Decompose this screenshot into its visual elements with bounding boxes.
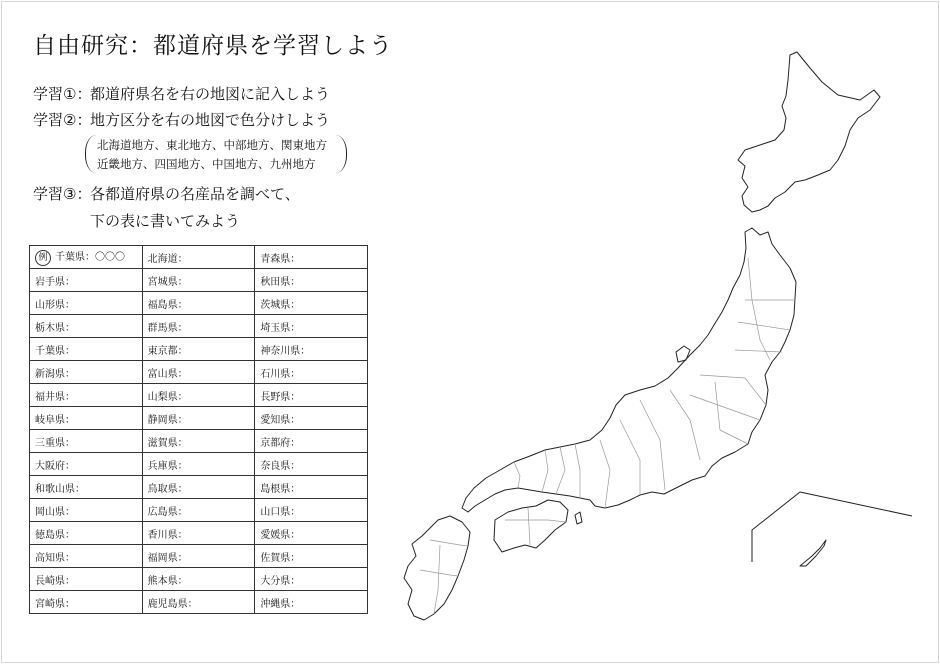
- table-row: [30, 361, 368, 384]
- page-title: 自由研究：都道府県を学習しよう: [33, 33, 393, 59]
- border-line: [748, 258, 770, 360]
- prefecture-cell: 栃木県：: [30, 315, 143, 338]
- prefecture-cell: 群馬県：: [142, 315, 255, 338]
- table-row: [30, 522, 368, 545]
- prefecture-cell: 熊本県：: [142, 568, 255, 591]
- prefecture-cell: 静岡県：: [142, 407, 255, 430]
- prefecture-cell: 石川県：: [255, 361, 368, 384]
- border-line: [528, 508, 530, 545]
- table-row: [30, 499, 368, 522]
- prefecture-cell: 大分県：: [255, 568, 368, 591]
- prefecture-cell: 山口県：: [255, 499, 368, 522]
- prefecture-cell: 東京都：: [142, 338, 255, 361]
- prefecture-cell: 広島県：: [142, 499, 255, 522]
- okinawa-island: [800, 540, 826, 566]
- hokkaido-outline: [738, 52, 880, 212]
- prefecture-cell: 山形県：: [30, 292, 143, 315]
- prefecture-cell: 福島県：: [142, 292, 255, 315]
- table-row: [30, 246, 368, 269]
- region-list: [85, 135, 347, 173]
- border-line: [735, 350, 782, 352]
- prefecture-cell: 福岡県：: [142, 545, 255, 568]
- prefecture-cell: 愛知県：: [255, 407, 368, 430]
- prefecture-cell: 岐阜県：: [30, 407, 143, 430]
- prefecture-cell: 岩手県：: [30, 269, 143, 292]
- region-list-line-2: 近畿地方、四国地方、中国地方、九州地方: [97, 157, 316, 171]
- prefecture-cell: 香川県：: [142, 522, 255, 545]
- kyushu-outline: [404, 516, 470, 620]
- sado-island: [676, 346, 690, 362]
- shikoku-outline: [494, 500, 568, 552]
- prefecture-cell: 長崎県：: [30, 568, 143, 591]
- step-3-text: 各都道府県の名産品を調べて、: [90, 185, 300, 203]
- prefecture-cell: 徳島県：: [30, 522, 143, 545]
- prefecture-cell: 沖縄県：: [255, 591, 368, 614]
- prefecture-cell: 北海道：: [142, 246, 255, 269]
- prefecture-cell: 和歌山県：: [30, 476, 143, 499]
- prefecture-cell: 京都府：: [255, 430, 368, 453]
- table-row: [30, 430, 368, 453]
- table-row: [30, 545, 368, 568]
- prefecture-cell: 岡山県：: [30, 499, 143, 522]
- awaji-island: [575, 512, 582, 524]
- table-row: [30, 453, 368, 476]
- border-line: [690, 395, 760, 420]
- border-line: [430, 540, 468, 546]
- border-line: [715, 382, 748, 444]
- step-1-label: 学習①：: [33, 85, 92, 103]
- prefecture-cell: 神奈川県：: [255, 338, 368, 361]
- example-mark: 例: [35, 250, 51, 266]
- prefecture-cell: 富山県：: [142, 361, 255, 384]
- prefecture-cell: 奈良県：: [255, 453, 368, 476]
- left-paren: [85, 135, 96, 173]
- step-3-label: 学習③：: [33, 185, 92, 203]
- prefecture-cell: 高知県：: [30, 545, 143, 568]
- prefecture-cell: 宮城県：: [142, 269, 255, 292]
- prefecture-borders: [420, 258, 795, 614]
- japan-map: [400, 38, 940, 664]
- region-list-line-1: 北海道地方、東北地方、中部地方、関東地方: [97, 138, 327, 152]
- border-line: [514, 462, 520, 488]
- prefecture-cell: 佐賀県：: [255, 545, 368, 568]
- prefecture-table: [29, 245, 368, 614]
- prefecture-cell: 大阪府：: [30, 453, 143, 476]
- prefecture-cell: 兵庫県：: [142, 453, 255, 476]
- right-paren: [336, 135, 347, 173]
- step-2-label: 学習②：: [33, 111, 92, 129]
- table-row: [30, 568, 368, 591]
- step-3-line-2: 下の表に書いてみよう: [90, 212, 241, 230]
- prefecture-cell: 三重県：: [30, 430, 143, 453]
- step-2-text: 地方区分を右の地図で色分けしよう: [90, 111, 331, 129]
- prefecture-cell: 山梨県：: [142, 384, 255, 407]
- step-2: [33, 109, 330, 130]
- prefecture-cell: 青森県：: [255, 246, 368, 269]
- table-row: [30, 407, 368, 430]
- prefecture-cell: 宮崎県：: [30, 591, 143, 614]
- table-row: [30, 315, 368, 338]
- border-line: [700, 375, 766, 405]
- prefecture-cell: 茨城県：: [255, 292, 368, 315]
- border-line: [670, 390, 700, 460]
- okinawa-inset-frame: [752, 492, 912, 562]
- table-row: [30, 292, 368, 315]
- table-row: [30, 269, 368, 292]
- border-line: [556, 447, 565, 494]
- prefecture-cell: 島根県：: [255, 476, 368, 499]
- prefecture-cell: 愛媛県：: [255, 522, 368, 545]
- prefecture-cell: 鹿児島県：: [142, 591, 255, 614]
- prefecture-cell: 千葉県：: [30, 338, 143, 361]
- step-3: [33, 183, 300, 204]
- prefecture-cell: 滋賀県：: [142, 430, 255, 453]
- prefecture-cell: 鳥取県：: [142, 476, 255, 499]
- border-line: [434, 545, 440, 614]
- border-line: [620, 420, 640, 495]
- border-line: [505, 520, 566, 522]
- prefecture-cell: 新潟県：: [30, 361, 143, 384]
- example-cell: [30, 246, 143, 269]
- border-line: [738, 322, 790, 330]
- prefecture-cell: 長野県：: [255, 384, 368, 407]
- step-1: [33, 83, 330, 104]
- prefecture-cell: 埼玉県：: [255, 315, 368, 338]
- example-text: 千葉県：〇〇〇: [55, 252, 125, 263]
- border-line: [575, 444, 580, 498]
- prefecture-cell: 秋田県：: [255, 269, 368, 292]
- table-row: [30, 476, 368, 499]
- border-line: [600, 440, 610, 508]
- table-row: [30, 384, 368, 407]
- step-1-text: 都道府県名を右の地図に記入しよう: [90, 85, 331, 103]
- honshu-outline: [462, 228, 796, 512]
- prefecture-cell: 福井県：: [30, 384, 143, 407]
- border-line: [640, 400, 665, 490]
- table-row: [30, 591, 368, 614]
- table-row: [30, 338, 368, 361]
- border-line: [542, 450, 548, 492]
